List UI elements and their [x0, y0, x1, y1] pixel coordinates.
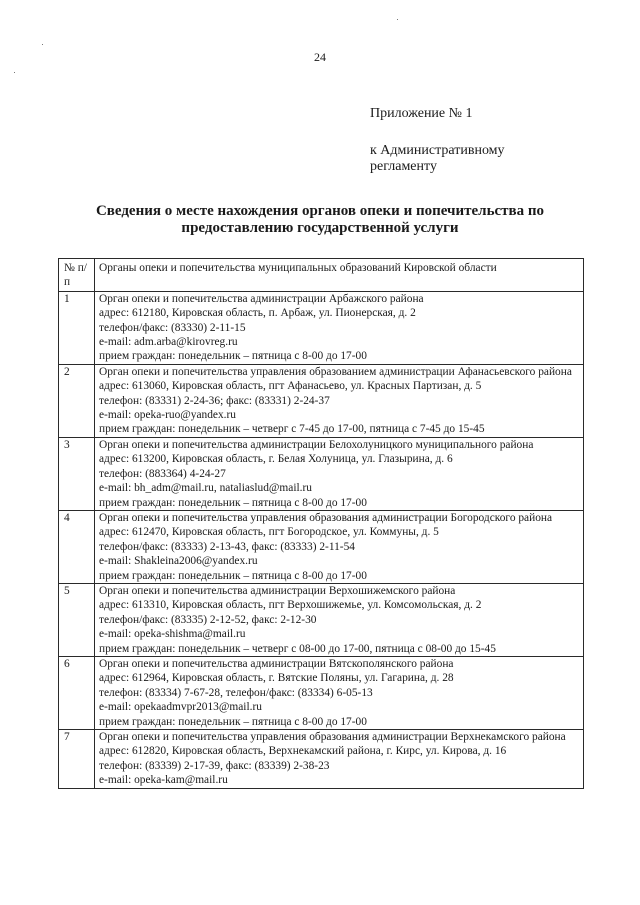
table-body — [59, 291, 584, 788]
table-row — [59, 656, 584, 729]
organization-name: Орган опеки и попечительства администрации Белохолуницкого муниципального района — [99, 438, 534, 451]
phone-line: телефон: (883364) 4-24-27 — [99, 467, 226, 480]
row-number: 4 — [59, 510, 95, 583]
row-organization — [95, 364, 584, 437]
row-number: 5 — [59, 583, 95, 656]
table-row — [59, 437, 584, 510]
address-line: адрес: 612470, Кировская область, пгт Богородское, ул. Коммуны, д. 5 — [99, 526, 439, 539]
row-number: 1 — [59, 291, 95, 364]
row-organization — [95, 437, 584, 510]
organization-name: Орган опеки и попечительства управления образования администрации Богородского района — [99, 511, 553, 524]
table-row — [59, 291, 584, 364]
reception-hours-line: прием граждан: понедельник – пятница с 8-00 до 17-00 — [99, 569, 367, 582]
scan-speck — [14, 72, 15, 73]
appendix-reference: к Административному регламенту — [370, 143, 505, 174]
phone-line: телефон: (83331) 2-24-36; факс: (83331) 2-24-37 — [99, 394, 330, 407]
reception-hours-line: прием граждан: понедельник – четверг с 7-45 до 17-00, пятница с 7-45 до 15-45 — [99, 423, 485, 436]
phone-line: телефон: (83339) 2-17-39, факс: (83339) 2-38-23 — [99, 759, 330, 772]
row-organization — [95, 730, 584, 789]
address-line: адрес: 613060, Кировская область, пгт Афанасьево, ул. Красных Партизан, д. 5 — [99, 380, 482, 393]
reception-hours-line: прием граждан: понедельник – четверг с 08-00 до 17-00, пятница с 08-00 до 15-45 — [99, 642, 496, 655]
row-number: 6 — [59, 656, 95, 729]
row-organization — [95, 291, 584, 364]
guardianship-table — [58, 258, 584, 789]
row-organization — [95, 656, 584, 729]
email-line: e-mail: Shakleina2006@yandex.ru — [99, 555, 258, 568]
page-number: 24 — [314, 50, 326, 64]
address-line: адрес: 612964, Кировская область, г. Вятские Поляны, ул. Гагарина, д. 28 — [99, 672, 454, 685]
row-number: 2 — [59, 364, 95, 437]
reception-hours-line: прием граждан: понедельник – пятница с 8-00 до 17-00 — [99, 496, 367, 509]
table-header-row — [59, 259, 584, 292]
row-number: 3 — [59, 437, 95, 510]
organization-name: Орган опеки и попечительства администрации Арбажского района — [99, 292, 424, 305]
address-line: адрес: 612180, Кировская область, п. Арбаж, ул. Пионерская, д. 2 — [99, 307, 416, 320]
scan-speck — [397, 19, 398, 20]
header-organization: Органы опеки и попечительства муниципальных образований Кировской области — [95, 259, 584, 292]
email-line: e-mail: opeka-shishma@mail.ru — [99, 628, 246, 641]
email-line: e-mail: adm.arba@kirovreg.ru — [99, 336, 238, 349]
table-row — [59, 510, 584, 583]
address-line: адрес: 613200, Кировская область, г. Белая Холуница, ул. Глазырина, д. 6 — [99, 453, 453, 466]
address-line: адрес: 613310, Кировская область, пгт Верхошижемье, ул. Комсомольская, д. 2 — [99, 599, 482, 612]
scan-speck — [42, 44, 43, 45]
header-number: № п/п — [59, 259, 95, 292]
phone-line: телефон: (83334) 7-67-28, телефон/факс: (83334) 6-05-13 — [99, 686, 373, 699]
row-organization — [95, 583, 584, 656]
document-title: Сведения о месте нахождения органов опеки и попечительства по предоставлению государственной услуги — [95, 203, 545, 236]
table-row — [59, 364, 584, 437]
email-line: e-mail: opeka-ruo@yandex.ru — [99, 409, 236, 422]
email-line: e-mail: opeka-kam@mail.ru — [99, 774, 228, 787]
email-line: e-mail: bh_adm@mail.ru, nataliaslud@mail.ru — [99, 482, 312, 495]
phone-line: телефон/факс: (83333) 2-13-43, факс: (83333) 2-11-54 — [99, 540, 355, 553]
organization-name: Орган опеки и попечительства администрации Верхошижемского района — [99, 584, 456, 597]
table-row — [59, 583, 584, 656]
reception-hours-line: прием граждан: понедельник – пятница с 8-00 до 17-00 — [99, 350, 367, 363]
address-line: адрес: 612820, Кировская область, Верхнекамский района, г. Кирс, ул. Кирова, д. 16 — [99, 745, 507, 758]
reception-hours-line: прием граждан: понедельник – пятница с 8-00 до 17-00 — [99, 715, 367, 728]
email-line: e-mail: opekaadmvpr2013@mail.ru — [99, 701, 262, 714]
row-number: 7 — [59, 730, 95, 789]
organization-name: Орган опеки и попечительства управления образованием администрации Афанасьевского района — [99, 365, 572, 378]
appendix-title: Приложение № 1 — [370, 106, 473, 121]
table-row — [59, 730, 584, 789]
row-organization — [95, 510, 584, 583]
phone-line: телефон/факс: (83335) 2-12-52, факс: 2-12-30 — [99, 613, 317, 626]
organization-name: Орган опеки и попечительства администрации Вятскополянского района — [99, 657, 454, 670]
organization-name: Орган опеки и попечительства управления образования администрации Верхнекамского района — [99, 731, 566, 743]
phone-line: телефон/факс: (83330) 2-11-15 — [99, 321, 246, 334]
